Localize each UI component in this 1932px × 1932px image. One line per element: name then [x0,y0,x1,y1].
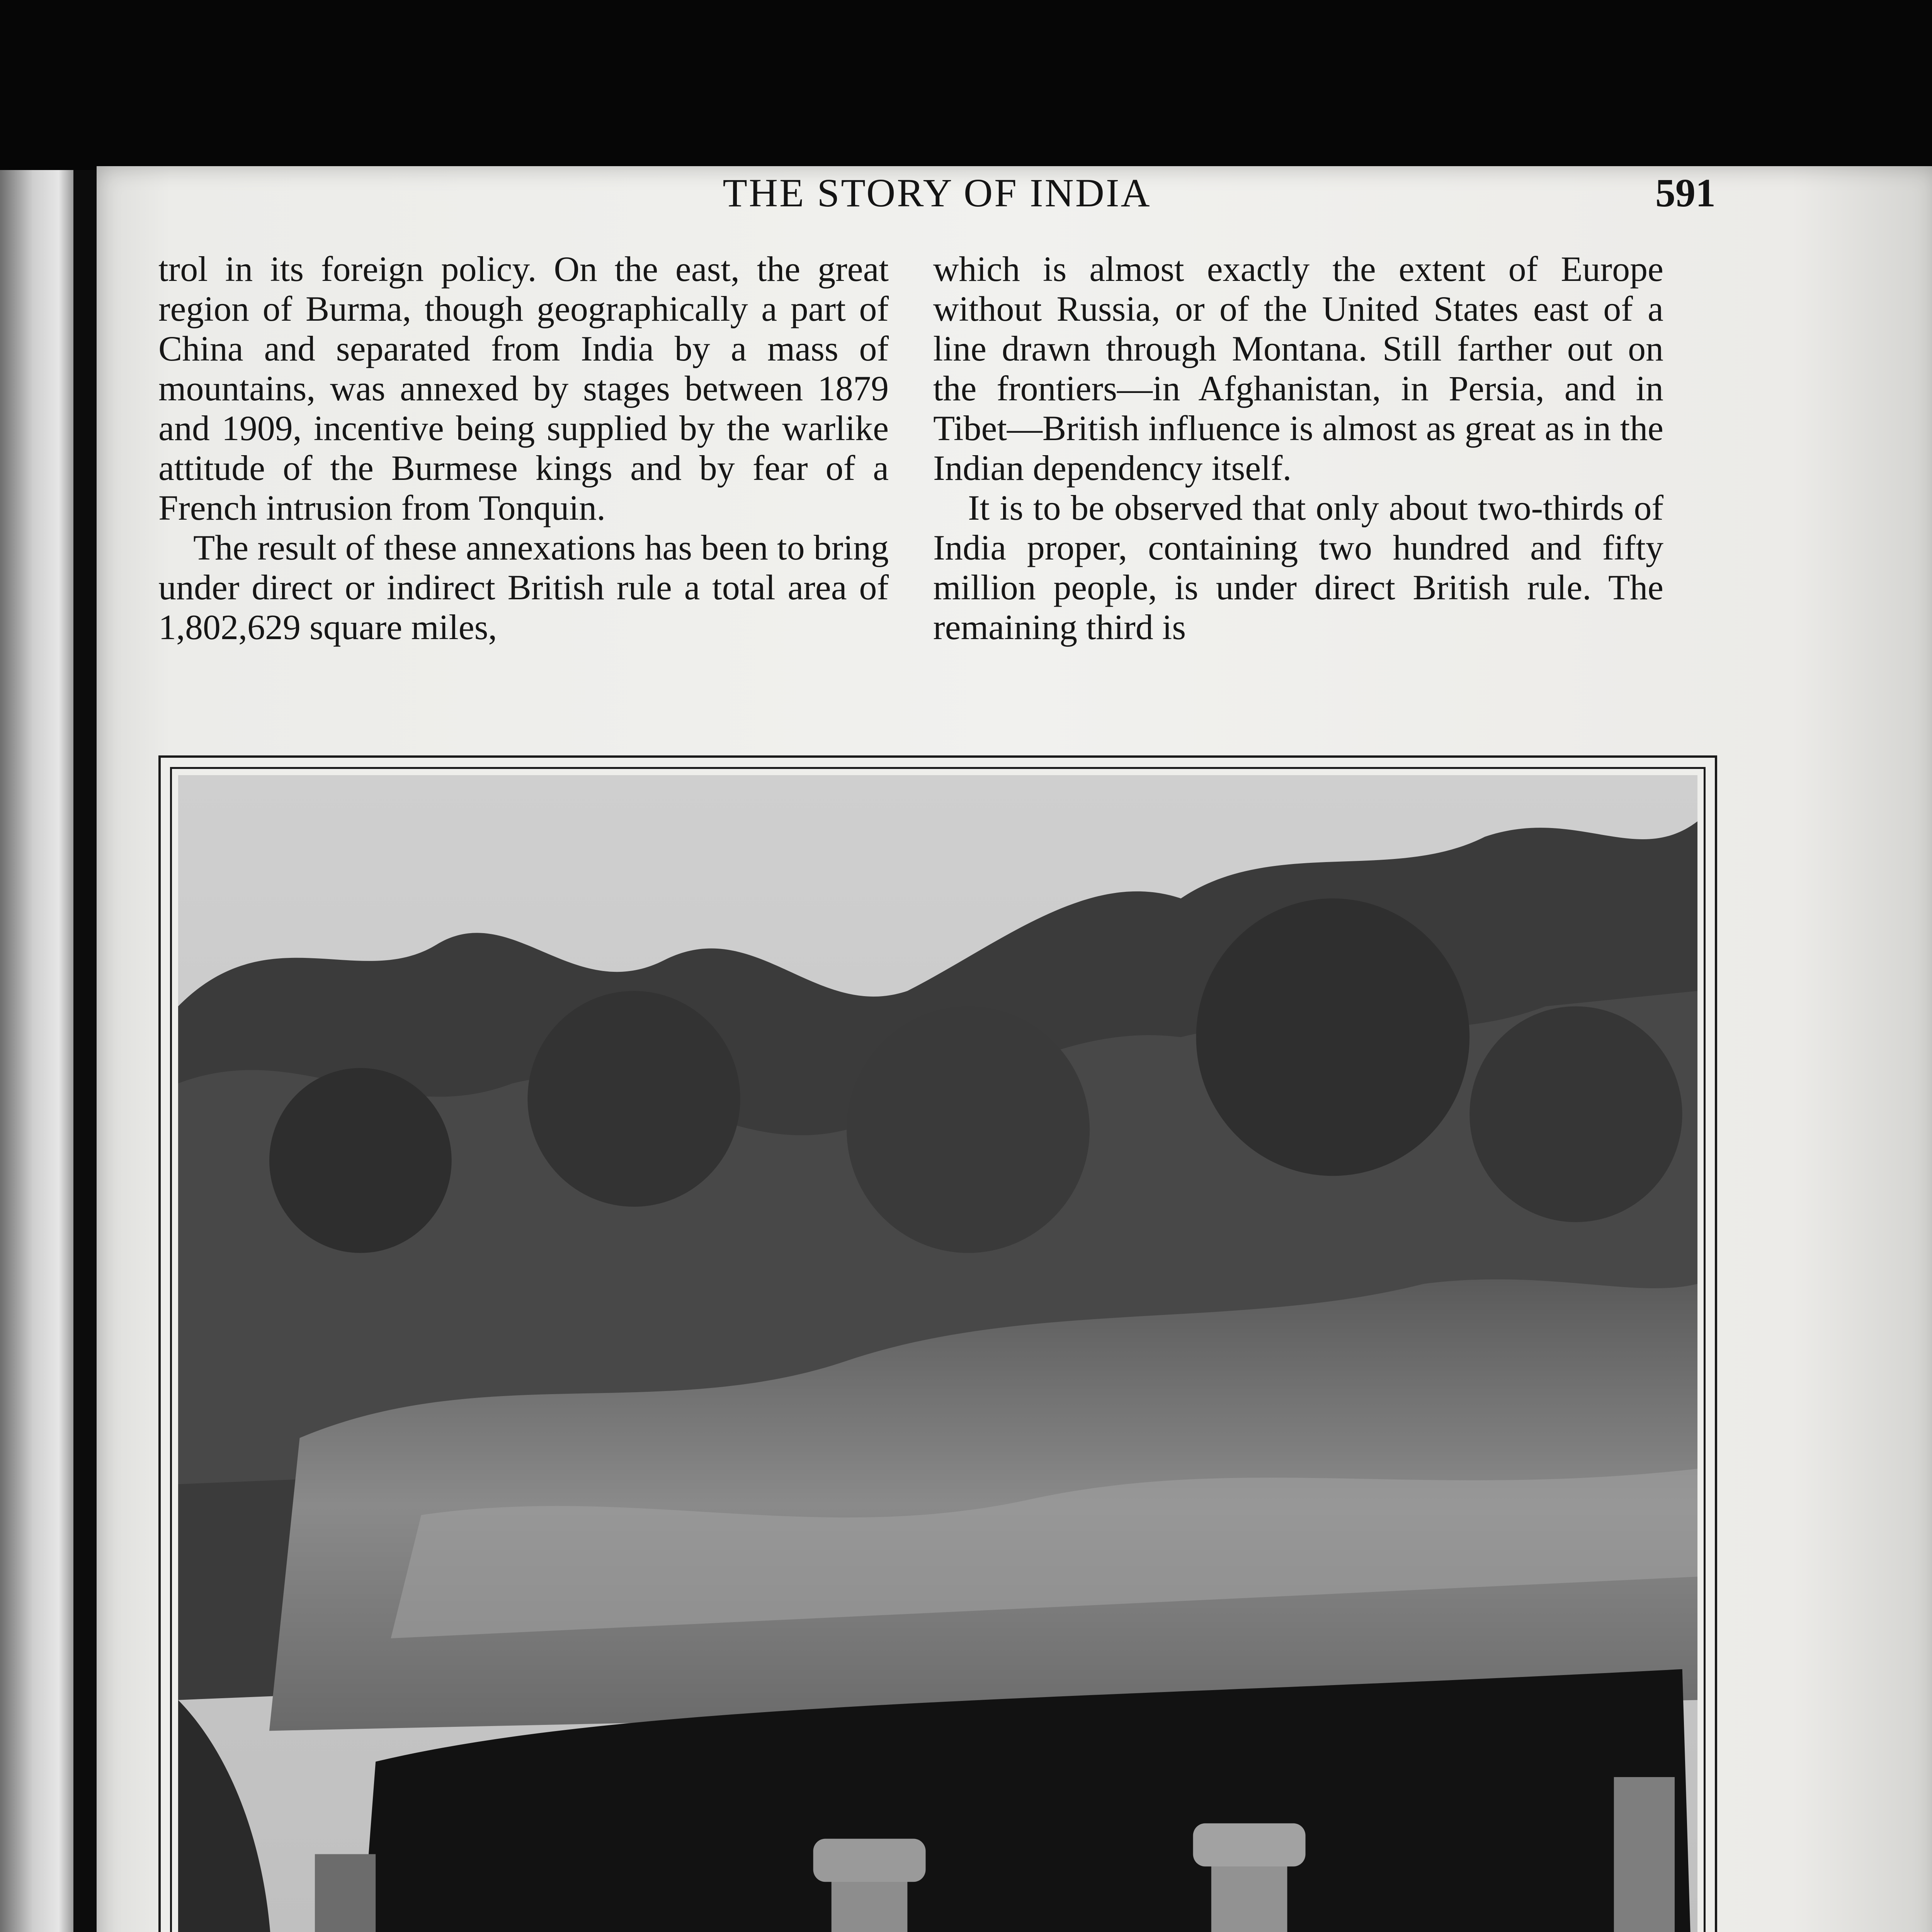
temple-entrance-photo [178,775,1697,1932]
photo-frame [158,755,1717,1932]
book-gutter [73,170,97,1932]
page-number: 591 [1655,171,1716,215]
photo-border [170,767,1706,1932]
paragraph: The result of these annexations has been to bring under direct or indirect British rule a total area of 1,802,629 square miles, [158,528,889,647]
paragraph: trol in its foreign policy. On the east, the great region of Burma, though geographically a part of China and separated from India by a mass of mountains, was annexed by stages between 1879 and 1909, incentive being supplied by the warlike attitude of the Burmese kings and by fear of a French intrusion from Tonquin. [158,249,889,527]
text-column-right [933,249,1663,647]
paragraph: It is to be observed that only about two-thirds of India proper, containing two hundred and fifty million people, is under direct British rule. The remaining third is [933,488,1663,647]
facing-page-edge [0,170,73,1932]
paragraph: which is almost exactly the extent of Europe without Russia, or of the United States east of a line drawn through Montana. Still farther out on the frontiers—in Afghanistan, in Persia, and in Tibet—British influence is almost as great as in the Indian dependency itself. [933,249,1663,488]
running-title: THE STORY OF INDIA [723,171,1151,215]
text-column-left [158,249,889,647]
running-head [158,170,1716,228]
